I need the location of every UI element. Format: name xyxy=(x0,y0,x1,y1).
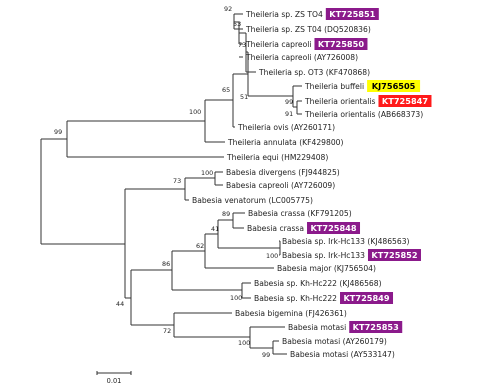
taxon-label-t25: Babesia motasi (AY533147) xyxy=(290,349,395,359)
taxon-label-t17: Babesia sp. Irk-Hc133 (KJ486563) xyxy=(282,236,410,246)
support-value-s41: 41 xyxy=(211,225,220,233)
taxon-label-t8: Theileria orientalis (AB668373) xyxy=(305,109,424,119)
support-value-s51: 51 xyxy=(240,93,249,101)
support-value-s44: 44 xyxy=(116,300,125,308)
taxon-label-t5: Theileria sp. OT3 (KF470868) xyxy=(259,67,371,77)
taxon-label-t11: Theileria equi (HM229408) xyxy=(227,152,329,162)
support-value-s100a: 100 xyxy=(189,108,202,116)
taxon-label-t10: Theileria annulata (KF429800) xyxy=(228,137,344,147)
taxon-label-t6: Theileria buffeli xyxy=(305,81,365,91)
taxon-label-t22: Babesia bigemina (FJ426361) xyxy=(235,308,347,318)
support-value-s89: 89 xyxy=(222,210,231,218)
taxon-label-t15: Babesia crassa (KF791205) xyxy=(248,208,352,218)
support-value-s91: 91 xyxy=(285,110,294,118)
scale-bar xyxy=(97,371,131,385)
accession-label-t7: KT725847 xyxy=(381,96,429,106)
taxon-label-t16: Babesia crassa xyxy=(247,223,305,233)
taxon-label-t7: Theileria orientalis xyxy=(305,96,376,106)
support-value-s72: 72 xyxy=(163,327,172,335)
taxon-label-t23: Babesia motasi xyxy=(288,322,347,332)
accession-label-t18: KT725852 xyxy=(371,250,418,260)
support-value-s99b: 99 xyxy=(54,128,63,136)
accession-label-t21: KT725849 xyxy=(343,293,390,303)
support-value-s73b: 73 xyxy=(173,177,182,185)
taxon-label-t18: Babesia sp. Irk-Hc133 xyxy=(282,250,365,260)
taxon-label-t20: Babesia sp. Kh-Hc222 (KJ486568) xyxy=(254,278,382,288)
taxon-label-t19: Babesia major (KJ756504) xyxy=(277,263,376,273)
support-value-s99a: 99 xyxy=(285,98,294,106)
support-value-s86: 86 xyxy=(162,260,171,268)
taxon-label-t3: Theileria capreoli xyxy=(246,39,312,49)
support-value-s92: 92 xyxy=(224,5,233,13)
taxon-label-t21: Babesia sp. Kh-Hc222 xyxy=(254,293,338,303)
accession-label-t16: KT725848 xyxy=(310,223,357,233)
support-value-s100c: 100 xyxy=(266,252,279,260)
support-value-s53: 53 xyxy=(233,20,242,28)
taxon-label-t9: Theileria ovis (AY260171) xyxy=(238,122,336,132)
accession-label-t6: KJ756505 xyxy=(371,81,416,91)
accession-label-t23: KT725853 xyxy=(352,322,399,332)
accession-label-t1: KT725851 xyxy=(329,9,376,19)
taxon-label-t1: Theileria sp. ZS TO4 xyxy=(246,9,323,19)
support-value-s100d: 100 xyxy=(230,294,243,302)
taxon-label-t14: Babesia venatorum (LC005775) xyxy=(192,195,313,205)
scale-bar-label: 0.01 xyxy=(106,377,122,385)
taxon-label-t12: Babesia divergens (FJ944825) xyxy=(226,167,340,177)
support-value-s100b: 100 xyxy=(201,169,214,177)
support-value-s100e: 100 xyxy=(238,339,251,347)
taxon-label-t24: Babesia motasi (AY260179) xyxy=(282,336,387,346)
taxon-label-t4: Theileria capreoli (AY726008) xyxy=(246,52,359,62)
taxon-label-t13: Babesia capreoli (AY726009) xyxy=(226,180,336,190)
accession-label-t3: KT725850 xyxy=(317,39,365,49)
taxon-labels xyxy=(192,8,431,359)
support-value-s62: 62 xyxy=(196,242,205,250)
support-value-s99c: 99 xyxy=(262,351,271,359)
taxon-label-t2: Theileria sp. ZS T04 (DQ520836) xyxy=(246,24,371,34)
support-value-s65: 65 xyxy=(222,86,231,94)
support-value-s73a: 73 xyxy=(238,41,247,49)
